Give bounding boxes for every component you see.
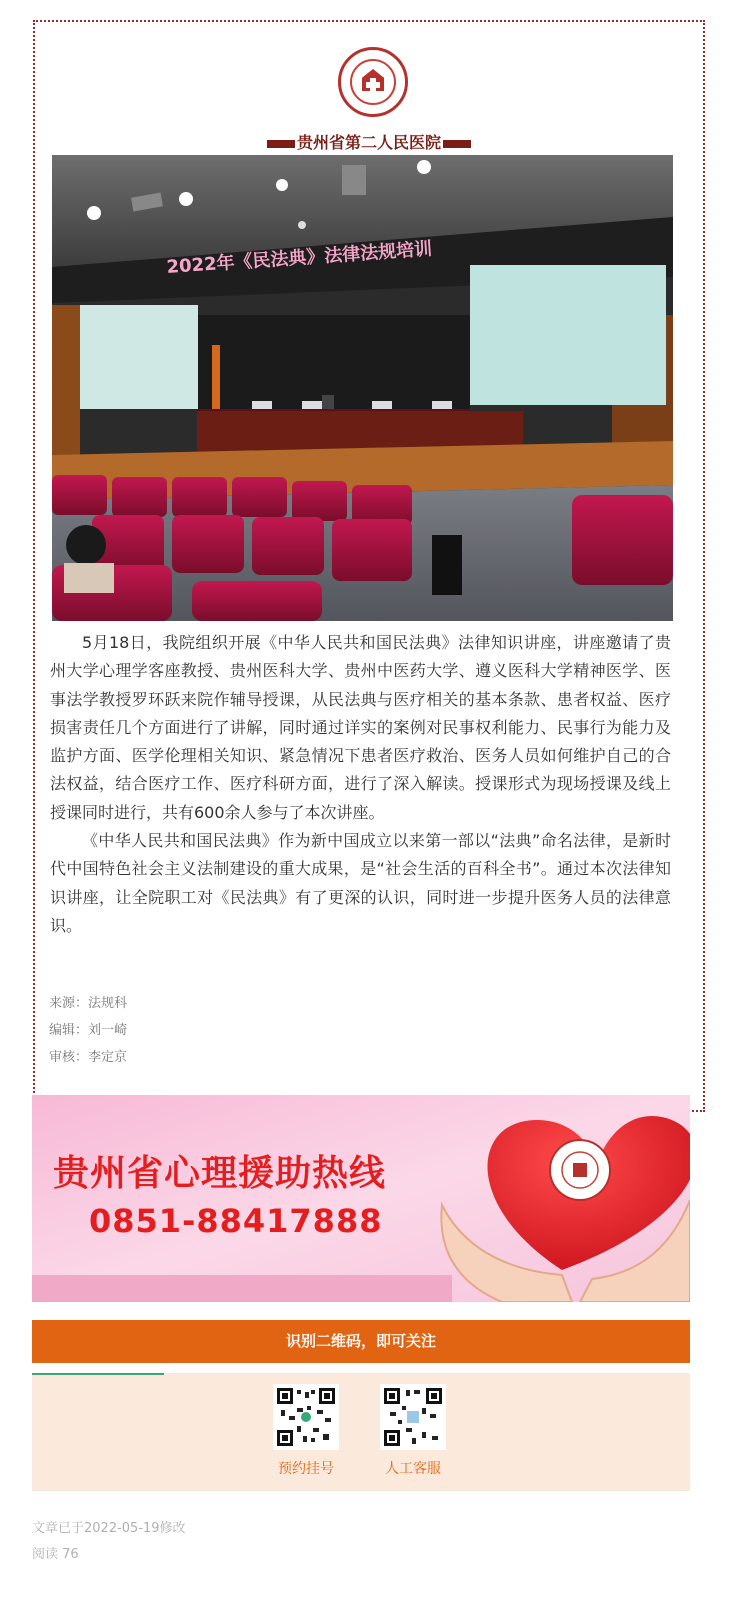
hospital-name: 贵州省第二人民医院 bbox=[296, 133, 441, 152]
title-bar-right bbox=[443, 140, 471, 148]
hotline-phone[interactable]: 0851-88417888 bbox=[89, 1202, 383, 1240]
hotline-banner[interactable] bbox=[32, 1095, 690, 1302]
hospital-title bbox=[35, 130, 703, 153]
qr-code-appointment[interactable] bbox=[273, 1384, 339, 1450]
article-paragraph-1: 5月18日，我院组织开展《中华人民共和国民法典》法律知识讲座，讲座邀请了贵州大学心理学客座教授、贵州医科大学、贵州中医药大学、遵义医科大学精神医学、医事法学教授罗环跃来院作辅导授课，从民法典与医疗相关的基本条款、患者权益、医疗损害责任几个方面进行了讲解，同时通过详实的案例对民事权利能力、民事行为能力及监护方面、医学伦理相关知识、紧急情况下患者医疗救治、医务人员如何维护自己的合法权益，结合医疗工作、医疗科研方面，进行了深入解读。授课形式为现场授课及线上授课同时进行，共有600余人参与了本次讲座。 bbox=[50, 633, 671, 822]
title-bar-left bbox=[267, 140, 295, 148]
article-editor: 编辑：刘一崎 bbox=[49, 1023, 128, 1038]
hotline-title: 贵州省心理援助热线 bbox=[53, 1153, 387, 1194]
article-source: 来源：法规科 bbox=[49, 996, 128, 1011]
lecture-photo bbox=[52, 155, 673, 621]
qr-label-appointment[interactable]: 预约挂号 bbox=[278, 1461, 334, 1477]
modified-notice: 文章已于2022-05-19修改 bbox=[32, 1521, 186, 1536]
qr-label-customer-service[interactable]: 人工客服 bbox=[385, 1461, 441, 1477]
hospital-logo bbox=[338, 47, 408, 117]
photo-sign-text: 2022年《民法典》法律法规培训 bbox=[165, 238, 433, 278]
article-card bbox=[33, 20, 705, 1112]
qr-section-header: 识别二维码，即可关注 bbox=[32, 1320, 690, 1363]
article-reviewer: 审核：李定京 bbox=[49, 1050, 128, 1065]
read-count: 阅读 76 bbox=[32, 1547, 79, 1562]
accent-line bbox=[32, 1373, 164, 1375]
qr-panel bbox=[32, 1373, 690, 1491]
article-paragraph-2: 《中华人民共和国民法典》作为新中国成立以来第一部以“法典”命名法律，是新时代中国特色社会主义法制建设的重大成果，是“社会生活的百科全书”。通过本次法律知识讲座，让全院职工对《民法典》有了更深的认识，同时进一步提升医务人员的法律意识。 bbox=[50, 831, 671, 935]
qr-code-customer-service[interactable] bbox=[380, 1384, 446, 1450]
article-body bbox=[50, 629, 671, 940]
